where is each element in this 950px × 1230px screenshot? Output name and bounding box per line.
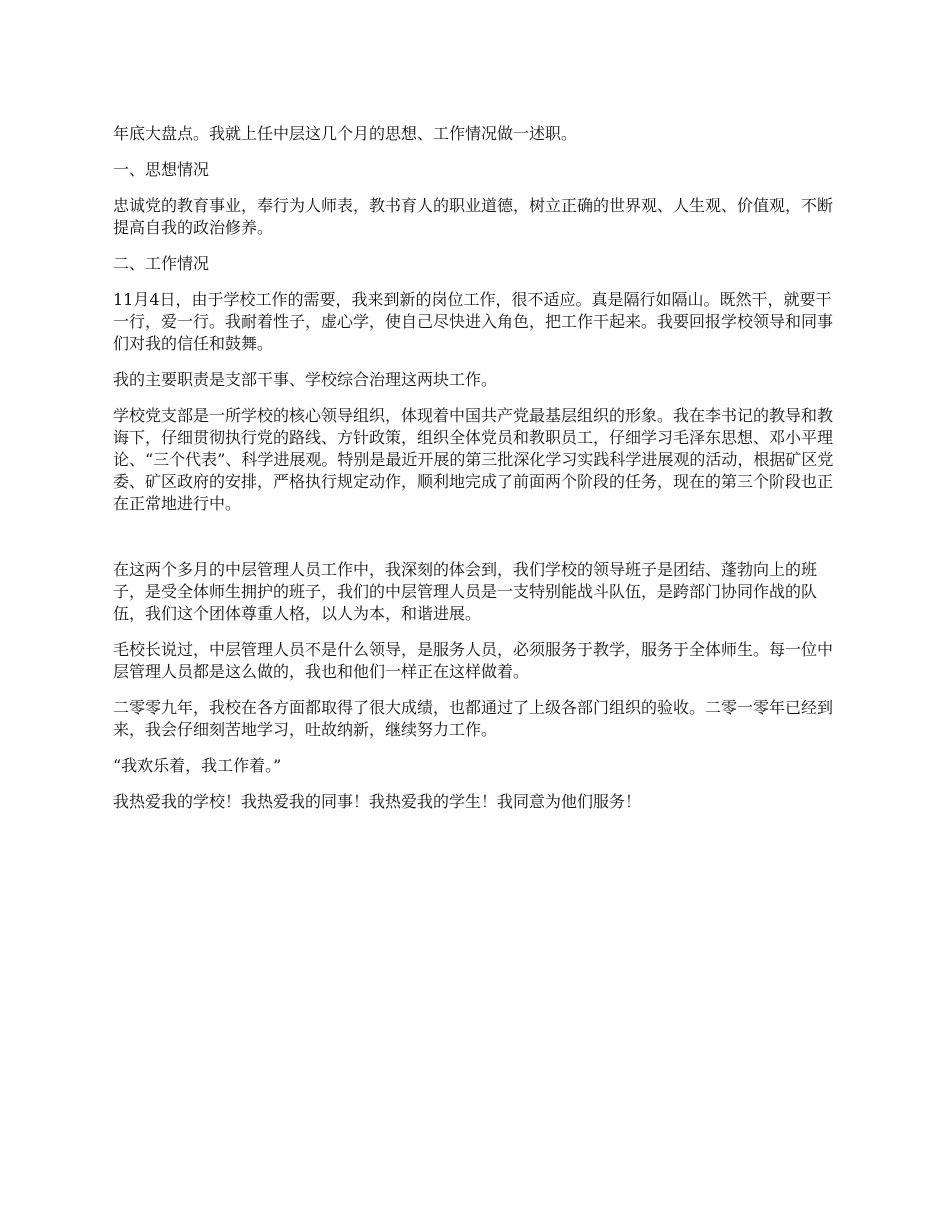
document-body xyxy=(113,123,843,827)
work-paragraph-new-post: 11月4日，由于学校工作的需要，我来到新的岗位工作，很不适应。真是隔行如隔山。既然干，就要干一行，爱一行。我耐着性子，虚心学，使自己尽快进入角色，把工作干起来。我要回报学校领导和同事们对我的信任和鼓舞。 xyxy=(113,290,834,353)
work-paragraph-service: 毛校长说过，中层管理人员不是什么领导，是服务人员，必须服务于教学，服务于全体师生。每一位中层管理人员都是这么做的，我也和他们一样正在这样做着。 xyxy=(113,640,834,681)
work-paragraph-party-branch: 学校党支部是一所学校的核心领导组织，体现着中国共产党最基层组织的形象。我在李书记的教导和教诲下，仔细贯彻执行党的路线、方针政策，组织全体党员和教职员工，仔细学习毛泽东思想、邓小平理论、“三个代表”、科学进展观。特别是最近开展的第三批深化学习实践科学进展观的活动，根据矿区党委、矿区政府的安排，严格执行规定动作，顺利地完成了前面两个阶段的任务，现在的第三个阶段也正在正常地进行中。 xyxy=(113,406,834,513)
quote-paragraph: “我欢乐着，我工作着。” xyxy=(113,756,282,775)
closing-paragraph: 我热爱我的学校！我热爱我的同事！我热爱我的学生！我同意为他们服务！ xyxy=(113,792,642,811)
section-heading-thought: 一、思想情况 xyxy=(113,160,210,179)
intro-paragraph: 年底大盘点。我就上任中层这几个月的思想、工作情况做一述职。 xyxy=(113,124,578,143)
work-paragraph-duties: 我的主要职责是支部干事、学校综合治理这两块工作。 xyxy=(113,370,498,389)
work-paragraph-achievements: 二零零九年，我校在各方面都取得了很大成绩，也都通过了上级各部门组织的验收。二零一零年已经到来，我会仔细刻苦地学习，吐故纳新，继续努力工作。 xyxy=(113,698,834,739)
paragraph-gap xyxy=(113,529,843,559)
thought-paragraph: 忠诚党的教育事业，奉行为人师表，教书育人的职业道德，树立正确的世界观、人生观、价值观，不断提高自我的政治修养。 xyxy=(113,196,834,237)
section-heading-work: 二、工作情况 xyxy=(113,254,210,273)
work-paragraph-team: 在这两个多月的中层管理人员工作中，我深刻的体会到，我们学校的领导班子是团结、蓬勃向上的班子，是受全体师生拥护的班子，我们的中层管理人员是一支特别能战斗队伍，是跨部门协同作战的队伍，我们这个团体尊重人格，以人为本，和谐进展。 xyxy=(113,560,818,623)
